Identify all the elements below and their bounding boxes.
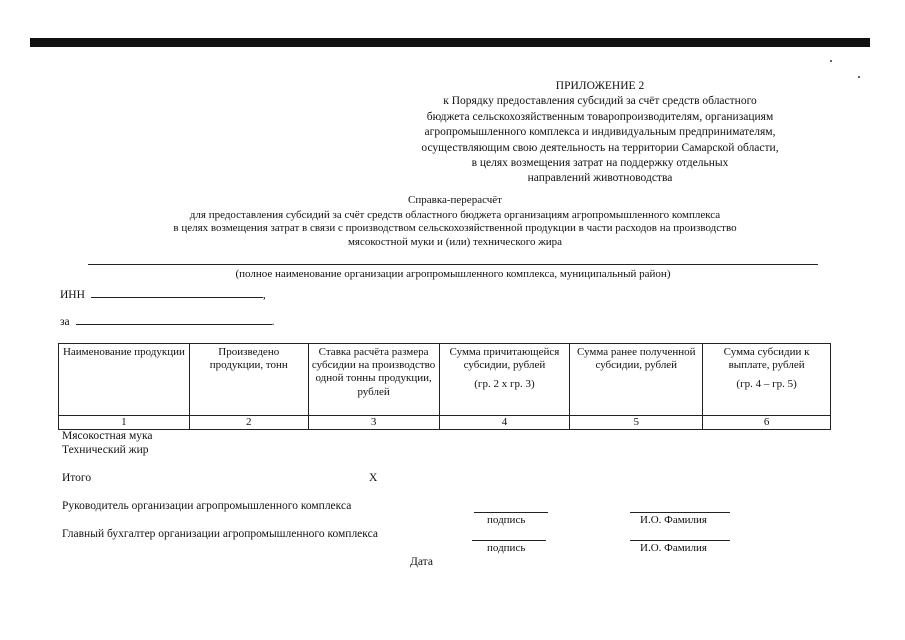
table-header-row bbox=[59, 344, 831, 416]
appendix-line: направлений животноводства bbox=[527, 172, 673, 185]
accountant-signatory-label: Главный бухгалтер организации агропромышленного комплекса bbox=[62, 528, 378, 540]
document-title: Справка-перерасчёт bbox=[408, 194, 502, 206]
header-note: (гр. 4 – гр. 5) bbox=[736, 378, 797, 391]
inn-label: ИНН bbox=[60, 289, 85, 301]
row-technical-fat: Технический жир bbox=[62, 444, 149, 456]
period-line-end: . bbox=[271, 316, 275, 328]
column-number: 6 bbox=[703, 416, 831, 430]
head-signature-line[interactable] bbox=[474, 512, 548, 513]
period-input-line[interactable] bbox=[76, 314, 272, 325]
document-subtitle-line: для предоставления субсидий за счёт средств областного бюджета организациям агропромышленного комплекса bbox=[189, 208, 721, 221]
period-field[interactable] bbox=[60, 314, 275, 328]
appendix-line: к Порядку предоставления субсидий за счёт средств областного bbox=[443, 95, 757, 108]
head-signature-caption: подпись bbox=[487, 514, 526, 526]
row-meat-bone-meal: Мясокостная мука bbox=[62, 430, 153, 442]
accountant-name-caption: И.О. Фамилия bbox=[640, 542, 707, 554]
column-number: 5 bbox=[570, 416, 703, 430]
column-number: 1 bbox=[59, 416, 190, 430]
header-due-subsidy: Сумма причитающейся субсидии, рублей (гр. 2 х гр. 3) bbox=[439, 344, 570, 416]
accountant-name-line[interactable] bbox=[630, 540, 730, 541]
column-number-row bbox=[59, 416, 831, 430]
head-name-caption: И.О. Фамилия bbox=[640, 514, 707, 526]
header-produced-tons: Произведено продукции, тонн bbox=[189, 344, 308, 416]
inn-field[interactable] bbox=[60, 287, 266, 301]
header-payable-subsidy: Сумма субсидии к выплате, рублей (гр. 4 – гр. 5) bbox=[703, 344, 831, 416]
header-note: (гр. 2 х гр. 3) bbox=[474, 378, 535, 391]
header-rate-per-ton: Ставка расчёта размера субсидии на производство одной тонны продукции, рублей bbox=[308, 344, 439, 416]
head-signatory-label: Руководитель организации агропромышленного комплекса bbox=[62, 500, 352, 512]
accountant-signature-line[interactable] bbox=[472, 540, 546, 541]
scan-speck bbox=[858, 76, 860, 78]
inn-input-line[interactable] bbox=[91, 287, 263, 298]
date-label: Дата bbox=[410, 556, 433, 568]
appendix-header bbox=[370, 79, 830, 187]
column-number: 2 bbox=[189, 416, 308, 430]
appendix-line: бюджета сельскохозяйственным товаропроизводителям, организациям bbox=[426, 110, 774, 123]
row-total-label: Итого bbox=[62, 472, 92, 484]
document-subtitle-line: мясокостной муки и (или) технического жира bbox=[347, 235, 563, 248]
organization-name-caption: (полное наименование организации агропромышленного комплекса, муниципальный район) bbox=[235, 268, 671, 280]
inn-line-end: , bbox=[262, 289, 266, 301]
header-product-name: Наименование продукции bbox=[59, 344, 190, 416]
column-number: 3 bbox=[308, 416, 439, 430]
appendix-line: в целях возмещения затрат на поддержку отдельных bbox=[471, 157, 729, 170]
top-black-bar bbox=[30, 38, 870, 47]
scan-speck bbox=[830, 60, 832, 62]
organization-name-line[interactable] bbox=[88, 264, 818, 265]
subsidy-table bbox=[58, 343, 831, 430]
appendix-line: ПРИЛОЖЕНИЕ 2 bbox=[555, 80, 645, 92]
column-number: 4 bbox=[439, 416, 570, 430]
head-name-line[interactable] bbox=[630, 512, 730, 513]
appendix-line: осуществляющим свою деятельность на территории Самарской области, bbox=[421, 141, 779, 154]
period-label: за bbox=[60, 316, 70, 328]
accountant-signature-caption: подпись bbox=[487, 542, 526, 554]
header-previously-received: Сумма ранее полученной субсидии, рублей bbox=[570, 344, 703, 416]
row-total-mark: Х bbox=[369, 472, 378, 484]
appendix-line: агропромышленного комплекса и индивидуальным предпринимателям, bbox=[424, 126, 776, 139]
document-subtitle-line: в целях возмещения затрат в связи с производством сельскохозяйственной продукции в части расходов на производство bbox=[173, 222, 737, 235]
document-title-block bbox=[60, 194, 850, 249]
